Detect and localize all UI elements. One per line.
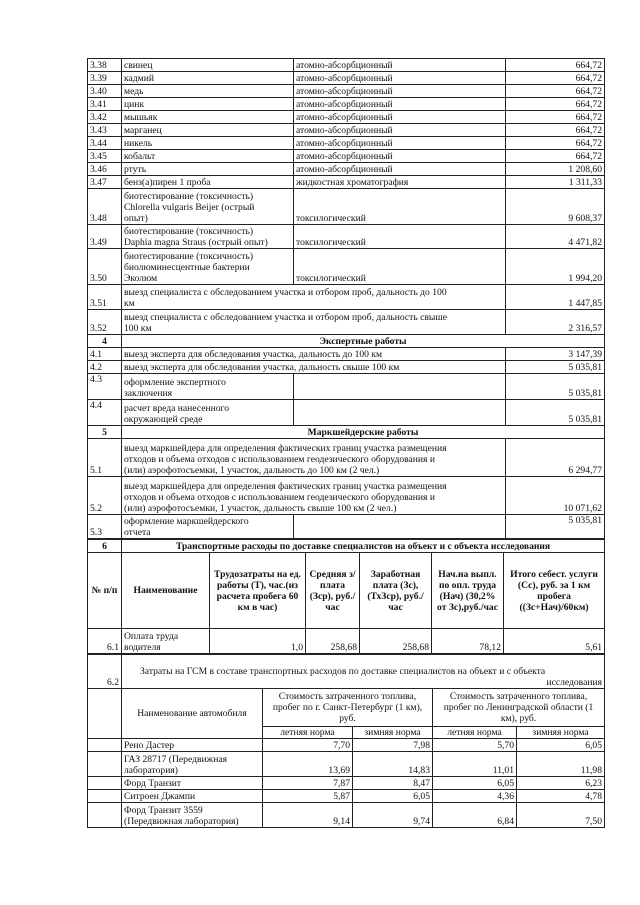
- row-method: токсилогический: [294, 189, 506, 225]
- row-price: 2 316,57: [506, 310, 605, 335]
- table-row: [88, 739, 605, 752]
- row-name: мышьяк: [122, 111, 294, 124]
- table-row: [88, 777, 605, 790]
- row-text-line: выезд специалиста с обследованием участка и отбором проб, дальность свыше: [124, 312, 448, 323]
- row-name: медь: [122, 85, 294, 98]
- table-row: [88, 310, 605, 335]
- row-car-line: лаборатория): [124, 765, 178, 776]
- table-row: [88, 249, 605, 285]
- table-row: [88, 137, 605, 150]
- row-method: токсилогический: [294, 249, 506, 285]
- row-price: 5 035,81: [506, 400, 605, 426]
- row-car-line: ГАЗ 28717 (Передвижная: [124, 754, 228, 765]
- row-name-line: биотестирование (токсичность): [124, 191, 254, 202]
- section-title: Транспортные расходы по доставке специалистов на объект и с объекта исследования: [122, 540, 605, 553]
- row-text: выезд эксперта для обследования участка, дальность свыше 100 км: [122, 361, 506, 374]
- row-lo-winter: 6,05: [517, 739, 605, 752]
- row-name: цинк: [122, 98, 294, 111]
- row-text-line: выезд маркшейдера для определения фактических границ участка размещения: [124, 481, 447, 492]
- row-name-line: оформление маркшейдерского: [124, 516, 249, 527]
- row-number: 3.40: [88, 85, 122, 98]
- row-name: кадмий: [122, 72, 294, 85]
- row-name: [122, 629, 210, 654]
- row-text: [122, 439, 506, 477]
- header-summer: летняя норма: [263, 727, 353, 739]
- row-name-line: Daphia magna Straus (острый опыт): [124, 237, 268, 248]
- row-number: 4.4: [88, 400, 122, 426]
- table-row: [88, 163, 605, 176]
- row-price: 10 071,62: [506, 477, 605, 515]
- row-name: ртуть: [122, 163, 294, 176]
- table-row: [88, 790, 605, 803]
- table-row: [88, 176, 605, 189]
- fuel-title-line: исследования: [546, 677, 603, 688]
- row-name: кобальт: [122, 150, 294, 163]
- row-spb-winter: 8,47: [353, 777, 433, 790]
- row-car-line: Рено Дастер: [124, 740, 175, 751]
- row-method: токсилогический: [294, 225, 506, 249]
- section-header: [88, 426, 605, 439]
- section-header: [88, 335, 605, 348]
- row-method: атомно-абсорбционный: [294, 163, 506, 176]
- row-wage: 258,68: [360, 629, 432, 654]
- row-text: [122, 310, 506, 335]
- row-car: [122, 790, 263, 803]
- row-price: 1 447,85: [506, 285, 605, 310]
- table-row: [88, 374, 605, 400]
- row-lo-winter: 7,50: [517, 803, 605, 828]
- row-spb-winter: 6,05: [353, 790, 433, 803]
- fuel-title: [122, 655, 605, 689]
- row-text-line: км: [124, 298, 135, 309]
- row-name: [122, 189, 294, 225]
- header-avg-wage: Средняя з/плата (Зср), руб./час: [306, 553, 360, 629]
- table-row: [88, 400, 605, 426]
- row-total: 5,61: [504, 629, 605, 654]
- transport-table: [87, 539, 605, 654]
- row-price: 1 311,33: [506, 176, 605, 189]
- row-lo-summer: 11,01: [433, 752, 517, 777]
- row-empty: [88, 790, 122, 803]
- row-number: 3.51: [88, 285, 122, 310]
- row-car: [122, 739, 263, 752]
- row-price: 3 147,39: [506, 348, 605, 361]
- row-number: 6.2: [88, 655, 122, 689]
- row-price: 664,72: [506, 85, 605, 98]
- row-text-line: выезд маркшейдера для определения фактических границ участка размещения: [124, 443, 447, 454]
- row-method: атомно-абсорбционный: [294, 85, 506, 98]
- row-text-line: (или) аэрофотосъемки, 1 участок, дальность до 100 км (2 чел.): [124, 465, 380, 476]
- row-empty: [294, 374, 506, 400]
- row-number: 3.49: [88, 225, 122, 249]
- fuel-title-line: Затраты на ГСМ в составе транспортных расходов по доставке специалистов на объект и с объекта: [140, 666, 546, 677]
- row-empty: [294, 400, 506, 426]
- row-empty: [294, 515, 506, 539]
- header-spb: Стоимость затраченного топлива, пробег по г. Санкт-Петербург (1 км), руб.: [263, 689, 433, 727]
- row-number: 3.44: [88, 137, 122, 150]
- header-lo: Стоимость затраченного топлива, пробег по Ленинградской области (1 км), руб.: [433, 689, 605, 727]
- row-text-line: (или) аэрофотосъемки, 1 участок, дальность свыше 100 км (2 чел.): [124, 503, 397, 514]
- row-method: жидкостная хроматография: [294, 176, 506, 189]
- row-name: бенз(а)пирен 1 проба: [122, 176, 294, 189]
- row-text-line: 100 км: [124, 323, 152, 334]
- row-method: атомно-абсорбционный: [294, 72, 506, 85]
- row-empty: [88, 777, 122, 790]
- header-number: № п/п: [88, 553, 122, 629]
- table-row: [88, 361, 605, 374]
- row-number: 3.46: [88, 163, 122, 176]
- row-name-line: оформление экспертного: [124, 377, 226, 388]
- row-number: 5.3: [88, 515, 122, 539]
- row-method: атомно-абсорбционный: [294, 111, 506, 124]
- row-method: атомно-абсорбционный: [294, 59, 506, 72]
- row-name-line: расчет вреда нанесенного: [124, 403, 230, 414]
- row-name: [122, 249, 294, 285]
- row-number: 3.38: [88, 59, 122, 72]
- row-spb-summer: 9,14: [263, 803, 353, 828]
- price-table: [87, 58, 605, 539]
- row-empty: [88, 803, 122, 828]
- row-number: 4.2: [88, 361, 122, 374]
- row-price: 664,72: [506, 111, 605, 124]
- row-name-line: отчета: [124, 527, 151, 538]
- row-car: [122, 752, 263, 777]
- table-row: [88, 629, 605, 654]
- table-row: [88, 189, 605, 225]
- table-row: [88, 439, 605, 477]
- row-lo-summer: 6,05: [433, 777, 517, 790]
- table-row: [88, 111, 605, 124]
- row-text: [122, 477, 506, 515]
- header-winter: зимняя норма: [353, 727, 433, 739]
- section-number: 5: [88, 426, 122, 439]
- row-name-line: Эколюм: [124, 273, 158, 284]
- row-number: 3.47: [88, 176, 122, 189]
- row-number: 3.39: [88, 72, 122, 85]
- row-spb-winter: 14,83: [353, 752, 433, 777]
- row-name: [122, 374, 294, 400]
- header-total: Итого себест. услуги (Сс), руб. за 1 км пробега ((Зс+Нач)/60км): [504, 553, 605, 629]
- table-row: [88, 752, 605, 777]
- table-row: [88, 477, 605, 515]
- row-price: 4 471,82: [506, 225, 605, 249]
- row-number: 3.42: [88, 111, 122, 124]
- table-row: [88, 515, 605, 539]
- row-method: атомно-абсорбционный: [294, 137, 506, 150]
- row-labor: 1,0: [210, 629, 306, 654]
- row-price: 664,72: [506, 150, 605, 163]
- row-accrual: 78,12: [432, 629, 504, 654]
- row-method: атомно-абсорбционный: [294, 150, 506, 163]
- row-spb-summer: 7,70: [263, 739, 353, 752]
- header-row: [88, 689, 605, 727]
- row-number: 6.1: [88, 629, 122, 654]
- row-price: 1 994,20: [506, 249, 605, 285]
- row-name: свинец: [122, 59, 294, 72]
- row-car: [122, 777, 263, 790]
- row-number: 3.45: [88, 150, 122, 163]
- table-row: [88, 285, 605, 310]
- row-name: никель: [122, 137, 294, 150]
- row-method: атомно-абсорбционный: [294, 98, 506, 111]
- row-number: 4.1: [88, 348, 122, 361]
- row-spb-winter: 7,98: [353, 739, 433, 752]
- row-spb-summer: 13,69: [263, 752, 353, 777]
- row-text: [122, 285, 506, 310]
- section-title: Экспертные работы: [122, 335, 605, 348]
- row-name: [122, 515, 294, 539]
- row-price: 5 035,81: [506, 361, 605, 374]
- row-name-line: биотестирование (токсичность): [124, 251, 254, 262]
- section-header: [88, 540, 605, 553]
- row-number: 3.50: [88, 249, 122, 285]
- table-row: [88, 803, 605, 828]
- row-number: 5.1: [88, 439, 122, 477]
- row-text-line: отходов и объема отходов с использованием геодезического оборудования и: [124, 492, 435, 503]
- row-price: 664,72: [506, 72, 605, 85]
- row-car-line: (Передвижная лаборатория): [124, 816, 239, 827]
- row-avg-wage: 258,68: [306, 629, 360, 654]
- header-row: [88, 553, 605, 629]
- table-row: [88, 85, 605, 98]
- row-name-line: Chlorella vulgaris Beijer (острый: [124, 202, 255, 213]
- row-car-line: Форд Транзит 3559: [124, 805, 203, 816]
- table-row: [88, 98, 605, 111]
- row-spb-summer: 7,87: [263, 777, 353, 790]
- row-name-line: заключения: [124, 388, 173, 399]
- section-number: 6: [88, 540, 122, 553]
- table-row: [88, 348, 605, 361]
- row-number: 3.43: [88, 124, 122, 137]
- row-price: 5 035,81: [506, 515, 605, 539]
- row-price: 6 294,77: [506, 439, 605, 477]
- row-number: 5.2: [88, 477, 122, 515]
- row-empty: [88, 689, 122, 739]
- row-lo-summer: 4,36: [433, 790, 517, 803]
- table-row: [88, 72, 605, 85]
- row-method: атомно-абсорбционный: [294, 124, 506, 137]
- row-empty: [88, 739, 122, 752]
- row-name-line: биолюминесцентные бактерии: [124, 262, 250, 273]
- row-text-line: выезд специалиста с обследованием участка и отбором проб, дальность до 100: [124, 287, 447, 298]
- header-winter: зимняя норма: [517, 727, 605, 739]
- table-row: [88, 124, 605, 137]
- row-price: 1 208,60: [506, 163, 605, 176]
- row-number: 4.3: [88, 374, 122, 400]
- row-spb-winter: 9,74: [353, 803, 433, 828]
- row-number: 3.52: [88, 310, 122, 335]
- row-name-line: биотестирование (токсичность): [124, 226, 254, 237]
- row-lo-summer: 6,84: [433, 803, 517, 828]
- fuel-title-row: [88, 655, 605, 689]
- header-summer: летняя норма: [433, 727, 517, 739]
- row-name: марганец: [122, 124, 294, 137]
- row-empty: [88, 752, 122, 777]
- row-lo-summer: 5,70: [433, 739, 517, 752]
- row-name: [122, 225, 294, 249]
- row-lo-winter: 6,23: [517, 777, 605, 790]
- row-name-line: Оплата труда: [124, 631, 179, 642]
- row-name-line: опыт): [124, 213, 148, 224]
- table-row: [88, 59, 605, 72]
- row-price: 5 035,81: [506, 374, 605, 400]
- row-number: 3.48: [88, 189, 122, 225]
- row-spb-summer: 5,87: [263, 790, 353, 803]
- table-row: [88, 150, 605, 163]
- fuel-table: [87, 654, 605, 828]
- header-accrual: Нач.на выпл. по опл. труда (Нач) (30,2% от Зс),руб./час: [432, 553, 504, 629]
- row-price: 664,72: [506, 59, 605, 72]
- row-price: 664,72: [506, 98, 605, 111]
- row-lo-winter: 11,98: [517, 752, 605, 777]
- row-price: 664,72: [506, 137, 605, 150]
- row-text: выезд эксперта для обследования участка, дальность до 100 км: [122, 348, 506, 361]
- row-lo-winter: 4,78: [517, 790, 605, 803]
- section-title: Маркшейдерские работы: [122, 426, 605, 439]
- row-car-line: Ситроен Джампи: [124, 791, 196, 802]
- header-wage: Заработная плата (Зс), (ТхЗср), руб./час: [360, 553, 432, 629]
- row-car: [122, 803, 263, 828]
- row-text-line: отходов и объема отходов с использованием геодезического оборудования и: [124, 454, 435, 465]
- header-labor: Трудозатраты на ед. работы (Т), час.(из расчета пробега 60 км в час): [210, 553, 306, 629]
- header-car: Наименование автомобиля: [122, 689, 263, 739]
- document-sheet: [87, 58, 604, 828]
- table-row: [88, 225, 605, 249]
- row-car-line: Форд Транзит: [124, 778, 182, 789]
- row-number: 3.41: [88, 98, 122, 111]
- header-name: Наименование: [122, 553, 210, 629]
- row-name: [122, 400, 294, 426]
- row-price: 9 608,37: [506, 189, 605, 225]
- row-price: 664,72: [506, 124, 605, 137]
- section-number: 4: [88, 335, 122, 348]
- row-name-line: окружающей среде: [124, 414, 203, 425]
- row-name-line: водителя: [124, 642, 161, 653]
